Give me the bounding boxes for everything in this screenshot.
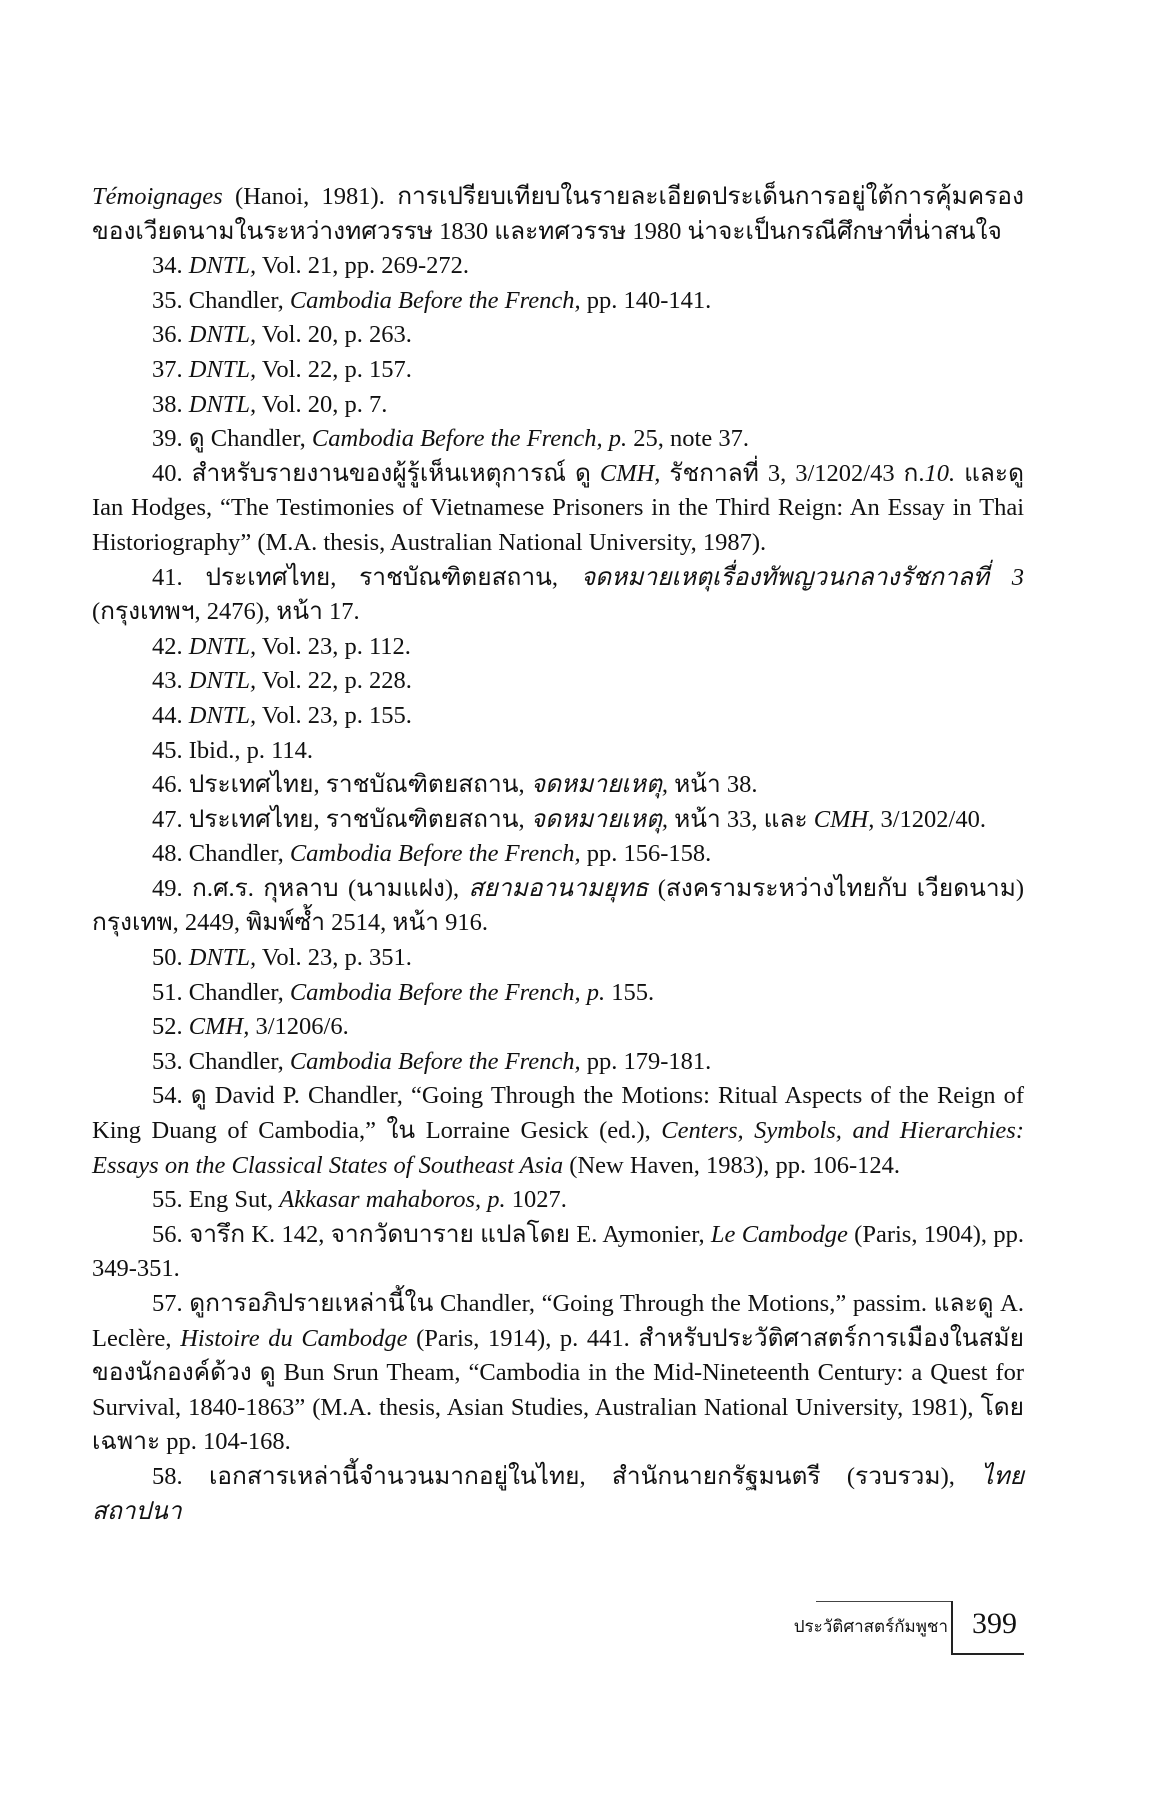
footnote-text: 155. [605, 978, 655, 1006]
footnote-text: หน้า 38. [668, 771, 758, 799]
italic-citation-text: Cambodia Before the French, [289, 286, 581, 314]
italic-citation-text: 10. [924, 459, 956, 487]
footnote [92, 664, 1024, 699]
footnote-text: 40. สำหรับรายงานของผู้รู้เห็นเหตุการณ์ ดู [152, 459, 600, 487]
footnote-text: 43. [152, 667, 189, 695]
footnote-text: pp. 156-158. [580, 840, 712, 868]
footnote [92, 837, 1024, 872]
footnote-text: 56. จารึก K. 142, จากวัดบาราย แปลโดย E. Aymonier, [152, 1220, 711, 1248]
italic-citation-text: DNTL, [188, 632, 257, 660]
footnote [92, 1287, 1024, 1460]
footnote-text: 3/1206/6. [249, 1013, 349, 1041]
footnote-text: (กรุงเทพฯ, 2476), หน้า 17. [92, 598, 360, 626]
footnote-text: 48. Chandler, [152, 840, 290, 868]
footnote-text: Vol. 22, p. 228. [256, 667, 412, 695]
italic-citation-text: Cambodia Before the French, p. [311, 425, 628, 453]
footnote [92, 1079, 1024, 1183]
footnote-text: 3/1202/40. [874, 805, 986, 833]
footnote-text: 47. ประเทศไทย, ราชบัณฑิตยสถาน, [152, 805, 531, 833]
footnote-text: 42. [152, 632, 189, 660]
footnote-text: Vol. 20, p. 7. [256, 390, 388, 418]
italic-citation-text: DNTL, [188, 390, 257, 418]
italic-citation-text: ไทยสถาปนา [92, 1462, 1024, 1525]
italic-citation-text: Akkasar mahaboros, p. [279, 1186, 506, 1214]
footnote-text: และดู Ian Hodges, “The Testimonies of Vietnamese Prisoners in the Third Reign: An Essay in Thai Historiography” (M.A. thesis, Australian National University, 1987). [92, 459, 1024, 556]
footnote-text: 37. [152, 355, 189, 383]
footnote [92, 803, 1024, 838]
footnote-text: 1027. [505, 1186, 567, 1214]
italic-citation-text: Cambodia Before the French, p. [289, 978, 606, 1006]
footnotes-body [92, 180, 1024, 1529]
running-title: ประวัติศาสตร์กัมพูชา [793, 1617, 948, 1637]
italic-citation-text: Cambodia Before the French, [289, 1047, 581, 1075]
footnote-text: Vol. 23, p. 351. [256, 944, 412, 972]
footnote [92, 1183, 1024, 1218]
footnote-text: Vol. 23, p. 112. [256, 632, 411, 660]
footnote-continuation [92, 180, 1024, 249]
footnote [92, 699, 1024, 734]
italic-citation-text: Histoire du Cambodge [180, 1324, 408, 1352]
footnote [92, 249, 1024, 284]
italic-citation-text: จดหมายเหตุเรื่องทัพญวนกลางรัชกาลที่ 3 [580, 563, 1024, 591]
footnote-text: 46. ประเทศไทย, ราชบัณฑิตยสถาน, [152, 771, 531, 799]
footnote [92, 872, 1024, 941]
footnote-text: (New Haven, 1983), pp. 106-124. [563, 1151, 900, 1179]
footnote-text: (Hanoi, 1981). การเปรียบเทียบในรายละเอียดประเด็นการอยู่ใต้การคุ้มครองของเวียดนามในระหว่างทศวรรษ 1830 และทศวรรษ 1980 น่าจะเป็นกรณีศึกษาที่น่าสนใจ [92, 183, 1024, 245]
footnote-text: 34. [152, 252, 189, 280]
italic-citation-text: สยามอานามยุทธ [468, 874, 649, 902]
footnote [92, 1460, 1024, 1529]
footnote-text: pp. 179-181. [580, 1047, 712, 1075]
italic-citation-text: Le Cambodge [710, 1220, 848, 1248]
italic-citation-text: CMH, [188, 1013, 250, 1041]
footnote-text: 53. Chandler, [152, 1047, 290, 1075]
footnote-text: 50. [152, 944, 189, 972]
italic-citation-text: CMH, [813, 805, 875, 833]
footnote-text: pp. 140-141. [580, 286, 712, 314]
italic-citation-text: Cambodia Before the French, [289, 840, 581, 868]
footnote-text: 57. ดูการอภิปรายเหล่านี้ใน Chandler, “Going Through the Motions,” passim. และดู A. Leclère, [92, 1290, 1024, 1352]
footnote [92, 1218, 1024, 1287]
footnote-text: หน้า 33, และ [668, 805, 814, 833]
footnote [92, 318, 1024, 353]
italic-citation-text: จดหมายเหตุ, [530, 771, 668, 799]
page-number-underline [951, 1653, 1024, 1655]
italic-citation-text: DNTL, [188, 321, 257, 349]
footnote-text: (Paris, 1914), p. 441. สำหรับประวัติศาสตร์การเมืองในสมัยของนักองค์ด้วง ดู Bun Srun Theam, “Cambodia in the Mid-Nineteenth Century: a Quest for Survival, 1840-1863” (M.A. thesis, Asian Studies, Australian National University, 1981), โดยเฉพาะ pp. 104-168. [92, 1324, 1024, 1456]
footnote-text: 55. Eng Sut, [152, 1186, 280, 1214]
footnote-text: 49. ก.ศ.ร. กุหลาบ (นามแฝง), [152, 874, 469, 902]
page-footer [0, 1601, 1176, 1691]
italic-citation-text: DNTL, [188, 667, 257, 695]
footnote-text: 44. [152, 701, 189, 729]
footnote [92, 284, 1024, 319]
italic-citation-text: DNTL, [188, 355, 257, 383]
footnote-text: 36. [152, 321, 189, 349]
footer-top-rule [816, 1601, 951, 1602]
footnote-text: 35. Chandler, [152, 286, 290, 314]
footnote-text: 39. ดู Chandler, [152, 425, 312, 453]
footnote-text: 58. เอกสารเหล่านี้จำนวนมากอยู่ในไทย, สำนักนายกรัฐมนตรี (รวบรวม), [152, 1462, 982, 1490]
footnote-text: 51. Chandler, [152, 978, 290, 1006]
italic-citation-text: CMH, [599, 459, 661, 487]
footnote-text: 41. ประเทศไทย, ราชบัณฑิตยสถาน, [152, 563, 581, 591]
footnote [92, 1045, 1024, 1080]
footnote-text: 38. [152, 390, 189, 418]
italic-citation-text: Centers, Symbols, and Hierarchies: Essays on the Classical States of Southeast Asia [92, 1117, 1024, 1179]
footnote [92, 941, 1024, 976]
footnote [92, 561, 1024, 630]
italic-citation-text: DNTL, [188, 701, 257, 729]
footer-divider [951, 1601, 953, 1653]
footnote-text: (สงครามระหว่างไทยกับ เวียดนาม) กรุงเทพ, 2449, พิมพ์ซ้ำ 2514, หน้า 916. [92, 874, 1024, 937]
footnote [92, 976, 1024, 1011]
footnote [92, 422, 1024, 457]
footnote-text: 54. ดู David P. Chandler, “Going Through the Motions: Ritual Aspects of the Reign of King Duang of Cambodia,” ใน Lorraine Gesick (ed.), [92, 1082, 1024, 1145]
footnote-text: Vol. 21, pp. 269-272. [256, 252, 469, 280]
footnote-text: 45. Ibid., p. 114. [152, 736, 314, 764]
footnote-text: รัชกาลที่ 3, 3/1202/43 ก. [660, 459, 925, 487]
footnote [92, 1010, 1024, 1045]
footnote [92, 457, 1024, 561]
footnote-text: 25, note 37. [627, 425, 749, 453]
footnote-text: 52. [152, 1013, 189, 1041]
footnote-text: Vol. 22, p. 157. [256, 355, 412, 383]
footnote [92, 734, 1024, 769]
footnote [92, 353, 1024, 388]
page-number: 399 [972, 1607, 1017, 1640]
footnote-text: Vol. 23, p. 155. [256, 701, 412, 729]
footnote [92, 388, 1024, 423]
footnote-text: Vol. 20, p. 263. [256, 321, 412, 349]
italic-citation-text: จดหมายเหตุ, [530, 805, 668, 833]
footnote-text: (Paris, 1904), pp. 349-351. [92, 1220, 1024, 1283]
footnote [92, 768, 1024, 803]
italic-citation-text: Témoignages [92, 183, 223, 210]
italic-citation-text: DNTL, [188, 944, 257, 972]
italic-citation-text: DNTL, [188, 252, 257, 280]
footnote [92, 630, 1024, 665]
